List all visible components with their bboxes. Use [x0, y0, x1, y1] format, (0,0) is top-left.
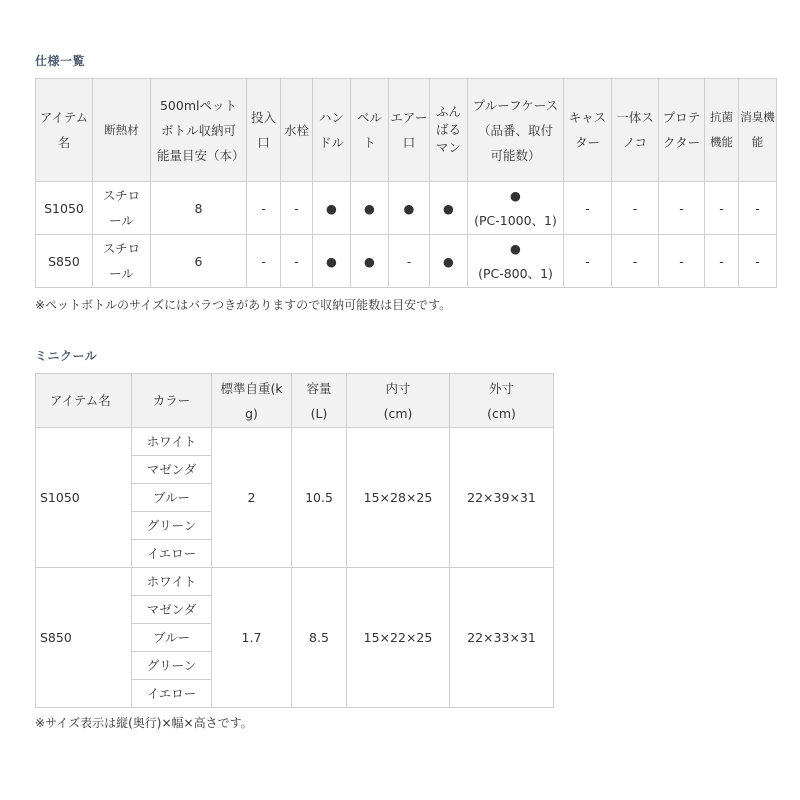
- cell-color: イエロー: [132, 540, 212, 568]
- cell-color: ホワイト: [132, 428, 212, 456]
- cell-antibacterial: -: [705, 182, 739, 235]
- mini-heading: ミニクール: [35, 349, 98, 363]
- cell-inlet: -: [247, 182, 281, 235]
- size-note: ※サイズ表示は縦(奥行)×幅×高さです。: [35, 716, 253, 730]
- cell-sunoko: -: [612, 235, 659, 288]
- mini-table: [35, 373, 554, 708]
- spec-row-s1050: [36, 182, 777, 235]
- cell-funbaru: ●: [430, 235, 468, 288]
- mini-row-s1050: [36, 428, 554, 456]
- col-item-name: アイテム名: [36, 374, 132, 428]
- cell-color: イエロー: [132, 680, 212, 708]
- cell-color: マゼンダ: [132, 596, 212, 624]
- cell-air: -: [389, 235, 430, 288]
- cell-air: ●: [389, 182, 430, 235]
- proof-mark: ●: [510, 188, 521, 203]
- cell-color: グリーン: [132, 652, 212, 680]
- col-weight: 標準自重(kg): [212, 374, 292, 428]
- cell-proof-case: [468, 235, 564, 288]
- cell-protector: -: [659, 235, 705, 288]
- cell-item: S1050: [36, 182, 93, 235]
- col-item-name: アイテム名: [36, 79, 93, 182]
- col-inner-size: 内寸(cm): [347, 374, 450, 428]
- col-handle: ハンドル: [313, 79, 351, 182]
- cell-caster: -: [564, 182, 612, 235]
- col-deodorant: 消臭機能: [739, 79, 777, 182]
- col-inlet: 投入口: [247, 79, 281, 182]
- cell-capacity: 10.5: [292, 428, 347, 568]
- col-proof-case: プルーフケース（品番、取付可能数）: [468, 79, 564, 182]
- bottle-note: ※ペットボトルのサイズにはバラつきがありますので収納可能数は目安です。: [35, 298, 452, 312]
- cell-belt: ●: [351, 235, 389, 288]
- cell-insulation: スチロール: [93, 182, 151, 235]
- cell-color: マゼンダ: [132, 456, 212, 484]
- cell-antibacterial: -: [705, 235, 739, 288]
- cell-caster: -: [564, 235, 612, 288]
- cell-item: S1050: [36, 428, 132, 568]
- cell-bottles: 8: [151, 182, 247, 235]
- cell-drain: -: [281, 182, 313, 235]
- spec-heading: 仕様一覧: [35, 54, 86, 68]
- cell-funbaru: ●: [430, 182, 468, 235]
- col-air-vent: エアー口: [389, 79, 430, 182]
- spec-row-s850: [36, 235, 777, 288]
- cell-color: ホワイト: [132, 568, 212, 596]
- cell-color: グリーン: [132, 512, 212, 540]
- cell-outer-size: 22×39×31: [450, 428, 554, 568]
- cell-protector: -: [659, 182, 705, 235]
- cell-insulation: スチロール: [93, 235, 151, 288]
- cell-drain: -: [281, 235, 313, 288]
- col-belt: ベルト: [351, 79, 389, 182]
- col-sunoko: 一体スノコ: [612, 79, 659, 182]
- cell-inner-size: 15×28×25: [347, 428, 450, 568]
- cell-color: ブルー: [132, 484, 212, 512]
- col-outer-size: 外寸(cm): [450, 374, 554, 428]
- cell-belt: ●: [351, 182, 389, 235]
- cell-capacity: 8.5: [292, 568, 347, 708]
- col-insulation: 断熱材: [93, 79, 151, 182]
- col-caster: キャスター: [564, 79, 612, 182]
- proof-detail: (PC-800、1): [478, 266, 553, 281]
- cell-outer-size: 22×33×31: [450, 568, 554, 708]
- cell-sunoko: -: [612, 182, 659, 235]
- col-protector: プロテクター: [659, 79, 705, 182]
- col-antibacterial: 抗菌機能: [705, 79, 739, 182]
- spec-table: [35, 78, 777, 288]
- cell-weight: 2: [212, 428, 292, 568]
- cell-proof-case: [468, 182, 564, 235]
- cell-color: ブルー: [132, 624, 212, 652]
- col-funbaru: ふんばるマン: [430, 79, 468, 182]
- cell-item: S850: [36, 235, 93, 288]
- col-drain: 水栓: [281, 79, 313, 182]
- cell-inner-size: 15×22×25: [347, 568, 450, 708]
- cell-bottles: 6: [151, 235, 247, 288]
- col-capacity: 容量(L): [292, 374, 347, 428]
- cell-inlet: -: [247, 235, 281, 288]
- spec-header-row: [36, 79, 777, 182]
- cell-deodorant: -: [739, 182, 777, 235]
- mini-header-row: [36, 374, 554, 428]
- cell-deodorant: -: [739, 235, 777, 288]
- mini-row-s850: [36, 568, 554, 596]
- cell-item: S850: [36, 568, 132, 708]
- cell-handle: ●: [313, 182, 351, 235]
- cell-handle: ●: [313, 235, 351, 288]
- col-color: カラー: [132, 374, 212, 428]
- proof-mark: ●: [510, 241, 521, 256]
- cell-weight: 1.7: [212, 568, 292, 708]
- proof-detail: (PC-1000、1): [474, 213, 557, 228]
- col-bottle-capacity: 500mlペットボトル収納可能量目安（本）: [151, 79, 247, 182]
